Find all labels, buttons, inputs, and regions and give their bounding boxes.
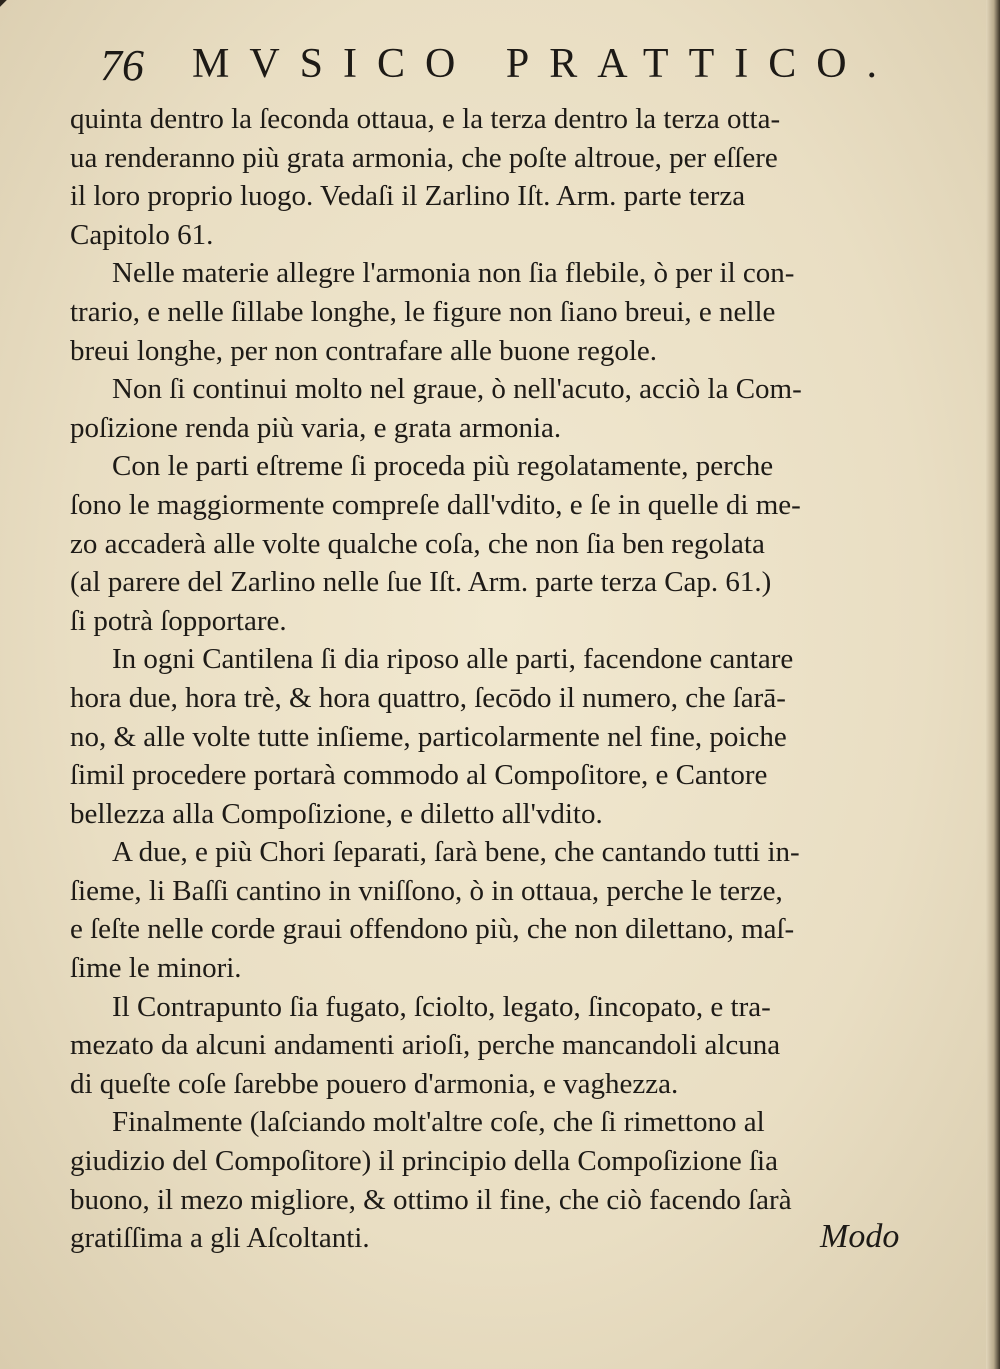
- text-line: Il Contrapunto ſia fugato, ſciolto, legato, ſincopato, e tra-: [112, 990, 771, 1023]
- running-head: [100, 40, 898, 90]
- text-line: Con le parti eſtreme ſi proceda più regolatamente, perche: [112, 450, 774, 483]
- text-line: In ogni Cantilena ſi dia riposo alle parti, facendone cantare: [112, 643, 794, 676]
- page-number: 76: [100, 41, 144, 90]
- text-line: Finalmente (laſciando molt'altre coſe, che ſi rimettono al: [112, 1106, 765, 1139]
- text-line: il loro proprio luogo. Vedaſi il Zarlino Iſt. Arm. parte terza: [70, 180, 746, 213]
- running-title: MVSICO PRATTICO.: [192, 41, 898, 87]
- text-line: Non ſi continui molto nel graue, ò nell'acuto, acciò la Com-: [112, 373, 802, 406]
- text-line: zo accaderà alle volte qualche coſa, che non ſia ben regolata: [70, 527, 765, 560]
- text-line: ſimil procedere portarà commodo al Compoſitore, e Cantore: [70, 759, 768, 792]
- text-line: bellezza alla Compoſizione, e diletto all'vdito.: [70, 797, 603, 830]
- body-text: [70, 100, 950, 1258]
- text-line: ſime le minori.: [70, 952, 242, 985]
- text-line: ua renderanno più grata armonia, che poſte altroue, per eſſere: [70, 141, 778, 174]
- text-line: A due, e più Chori ſeparati, ſarà bene, che cantando tutti in-: [112, 836, 800, 869]
- text-line: ſieme, li Baſſi cantino in vniſſono, ò in ottaua, perche le terze,: [70, 874, 783, 907]
- page-edge-shadow: [986, 0, 1000, 1369]
- text-line: ſono le maggiormente compreſe dall'vdito, e ſe in quelle di me-: [70, 488, 801, 521]
- text-line: trario, e nelle ſillabe longhe, le figure non ſiano breui, e nelle: [70, 295, 776, 328]
- text-line: mezato da alcuni andamenti arioſi, perche mancandoli alcuna: [70, 1029, 781, 1062]
- text-line: Nelle materie allegre l'armonia non ſia flebile, ò per il con-: [112, 257, 795, 290]
- text-line: di queſte coſe ſarebbe pouero d'armonia, e vaghezza.: [70, 1067, 679, 1100]
- folded-corner: [0, 0, 40, 40]
- text-line: hora due, hora trè, & hora quattro, ſecōdo il numero, che ſarā-: [70, 681, 786, 714]
- text-line: poſizione renda più varia, e grata armonia.: [70, 411, 562, 444]
- text-line: (al parere del Zarlino nelle ſue Iſt. Arm. parte terza Cap. 61.): [70, 566, 772, 599]
- text-line: Capitolo 61.: [70, 218, 214, 251]
- text-line: buono, il mezo migliore, & ottimo il fine, che ciò facendo ſarà: [70, 1183, 792, 1216]
- text-line: gratiſſima a gli Aſcoltanti.: [70, 1222, 370, 1255]
- text-line: ſi potrà ſopportare.: [70, 604, 287, 637]
- catchword: Modo: [820, 1218, 900, 1255]
- text-line: no, & alle volte tutte inſieme, particolarmente nel fine, poiche: [70, 720, 787, 753]
- text-line: breui longhe, per non contrafare alle buone regole.: [70, 334, 657, 367]
- text-line: e ſeſte nelle corde graui offendono più, che non dilettano, maſ-: [70, 913, 795, 946]
- text-line: giudizio del Compoſitore) il principio della Compoſizione ſia: [70, 1145, 778, 1178]
- text-line: quinta dentro la ſeconda ottaua, e la terza dentro la terza otta-: [70, 103, 781, 135]
